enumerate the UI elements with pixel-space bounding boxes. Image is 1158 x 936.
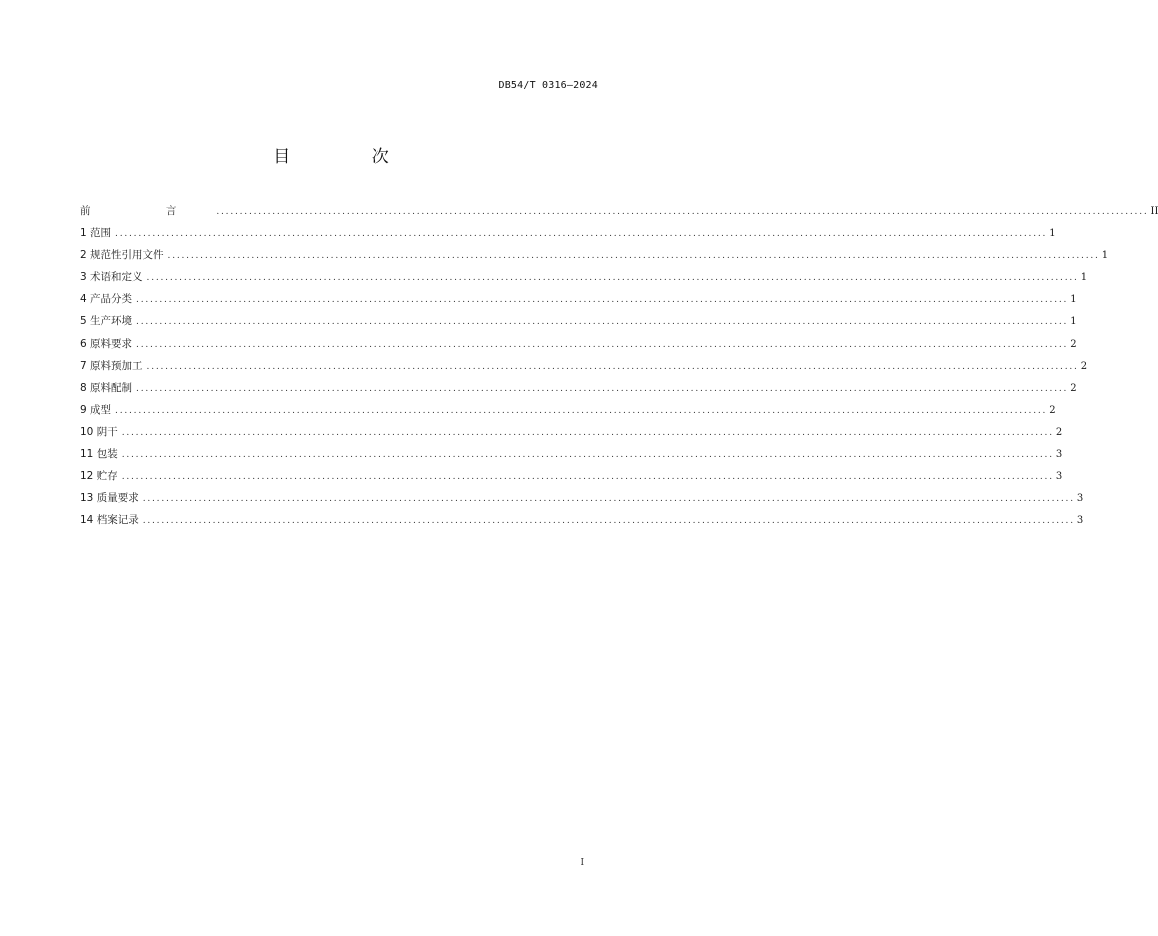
toc-entry-page: 3 bbox=[1055, 449, 1063, 461]
toc-entry-production-environment[interactable] bbox=[80, 310, 1077, 332]
toc-entry-label: 14 档案记录 bbox=[80, 514, 139, 527]
toc-entry-page: 1 bbox=[1070, 316, 1077, 328]
toc-leader-dots: ........................................................................................................................................................................................................ bbox=[136, 295, 1069, 306]
toc-leader-dots: ........................................................................................................................................................................................................ bbox=[136, 339, 1069, 350]
document-code: DB54/T 0316—2024 bbox=[498, 80, 598, 91]
toc-entry-storage[interactable] bbox=[80, 465, 1063, 487]
toc-entry-page: 2 bbox=[1049, 404, 1056, 416]
toc-entry-label: 5 生产环境 bbox=[80, 315, 133, 328]
toc-leader-dots: ........................................................................................................................................................................................................ bbox=[142, 494, 1075, 505]
toc-entry-label: 2 规范性引用文件 bbox=[80, 249, 164, 262]
toc-entry-quality-requirements[interactable] bbox=[80, 487, 1084, 509]
toc-entry-page: 1 bbox=[1101, 250, 1109, 262]
toc-entry-foreword[interactable] bbox=[80, 200, 1158, 222]
table-of-contents bbox=[80, 200, 1158, 531]
toc-entry-label: 8 原料配制 bbox=[80, 381, 133, 394]
toc-entry-page: 1 bbox=[1080, 272, 1088, 284]
toc-entry-page: 3 bbox=[1055, 471, 1063, 483]
toc-entry-page: 3 bbox=[1076, 493, 1084, 505]
toc-leader-dots: ........................................................................................................................................................................................................ bbox=[115, 405, 1048, 416]
toc-entry-raw-material-preprocessing[interactable] bbox=[80, 355, 1088, 377]
toc-entry-label: 6 原料要求 bbox=[80, 337, 133, 350]
page-number: I bbox=[580, 858, 584, 868]
toc-entry-label: 12 贮存 bbox=[80, 470, 118, 483]
toc-entry-page: 3 bbox=[1076, 515, 1084, 527]
toc-entry-label: 11 包装 bbox=[80, 448, 118, 461]
toc-entry-label: 4 产品分类 bbox=[80, 293, 133, 306]
toc-entry-page: 2 bbox=[1070, 382, 1077, 394]
toc-leader-dots: ........................................................................................................................................................................................................ bbox=[121, 427, 1054, 438]
toc-entry-page: 1 bbox=[1049, 228, 1056, 240]
toc-entry-page: 2 bbox=[1070, 338, 1077, 350]
toc-entry-raw-material-formulation[interactable] bbox=[80, 377, 1077, 399]
toc-leader-dots: ........................................................................................................................................................................................................ bbox=[146, 361, 1079, 372]
toc-entry-page: 2 bbox=[1055, 426, 1063, 438]
toc-leader-dots: ........................................................................................................................................................................................................ bbox=[121, 472, 1054, 483]
toc-entry-page: II bbox=[1150, 206, 1158, 217]
toc-entry-label: 7 原料预加工 bbox=[80, 359, 143, 372]
toc-leader-dots: ........................................................................................................................................................................................................ bbox=[216, 207, 1149, 217]
toc-entry-packaging[interactable] bbox=[80, 443, 1063, 465]
toc-leader-dots: ........................................................................................................................................................................................................ bbox=[146, 273, 1079, 284]
toc-leader-dots: ........................................................................................................................................................................................................ bbox=[136, 383, 1069, 394]
toc-entry-page: 1 bbox=[1070, 294, 1077, 306]
toc-entry-label: 13 质量要求 bbox=[80, 492, 139, 505]
toc-leader-dots: ........................................................................................................................................................................................................ bbox=[142, 516, 1075, 527]
toc-entry-label: 9 成型 bbox=[80, 403, 112, 416]
toc-title: 目 次 bbox=[273, 147, 427, 167]
toc-leader-dots: ........................................................................................................................................................................................................ bbox=[136, 317, 1069, 328]
toc-entry-raw-material-requirements[interactable] bbox=[80, 333, 1077, 355]
toc-leader-dots: ........................................................................................................................................................................................................ bbox=[167, 251, 1100, 262]
toc-leader-dots: ........................................................................................................................................................................................................ bbox=[115, 229, 1048, 240]
toc-entry-label: 1 范围 bbox=[80, 227, 112, 240]
toc-entry-normative-references[interactable] bbox=[80, 244, 1109, 266]
toc-entry-page: 2 bbox=[1080, 360, 1088, 372]
toc-entry-scope[interactable] bbox=[80, 222, 1056, 244]
toc-entry-label: 10 阴干 bbox=[80, 425, 118, 438]
toc-entry-label: 3 术语和定义 bbox=[80, 271, 143, 284]
toc-entry-archive-records[interactable] bbox=[80, 509, 1084, 531]
toc-entry-shade-drying[interactable] bbox=[80, 421, 1063, 443]
toc-entry-product-classification[interactable] bbox=[80, 288, 1077, 310]
toc-entry-terms-definitions[interactable] bbox=[80, 266, 1088, 288]
toc-entry-forming[interactable] bbox=[80, 399, 1056, 421]
toc-leader-dots: ........................................................................................................................................................................................................ bbox=[121, 450, 1054, 461]
toc-entry-label: 前 言 bbox=[80, 205, 213, 217]
